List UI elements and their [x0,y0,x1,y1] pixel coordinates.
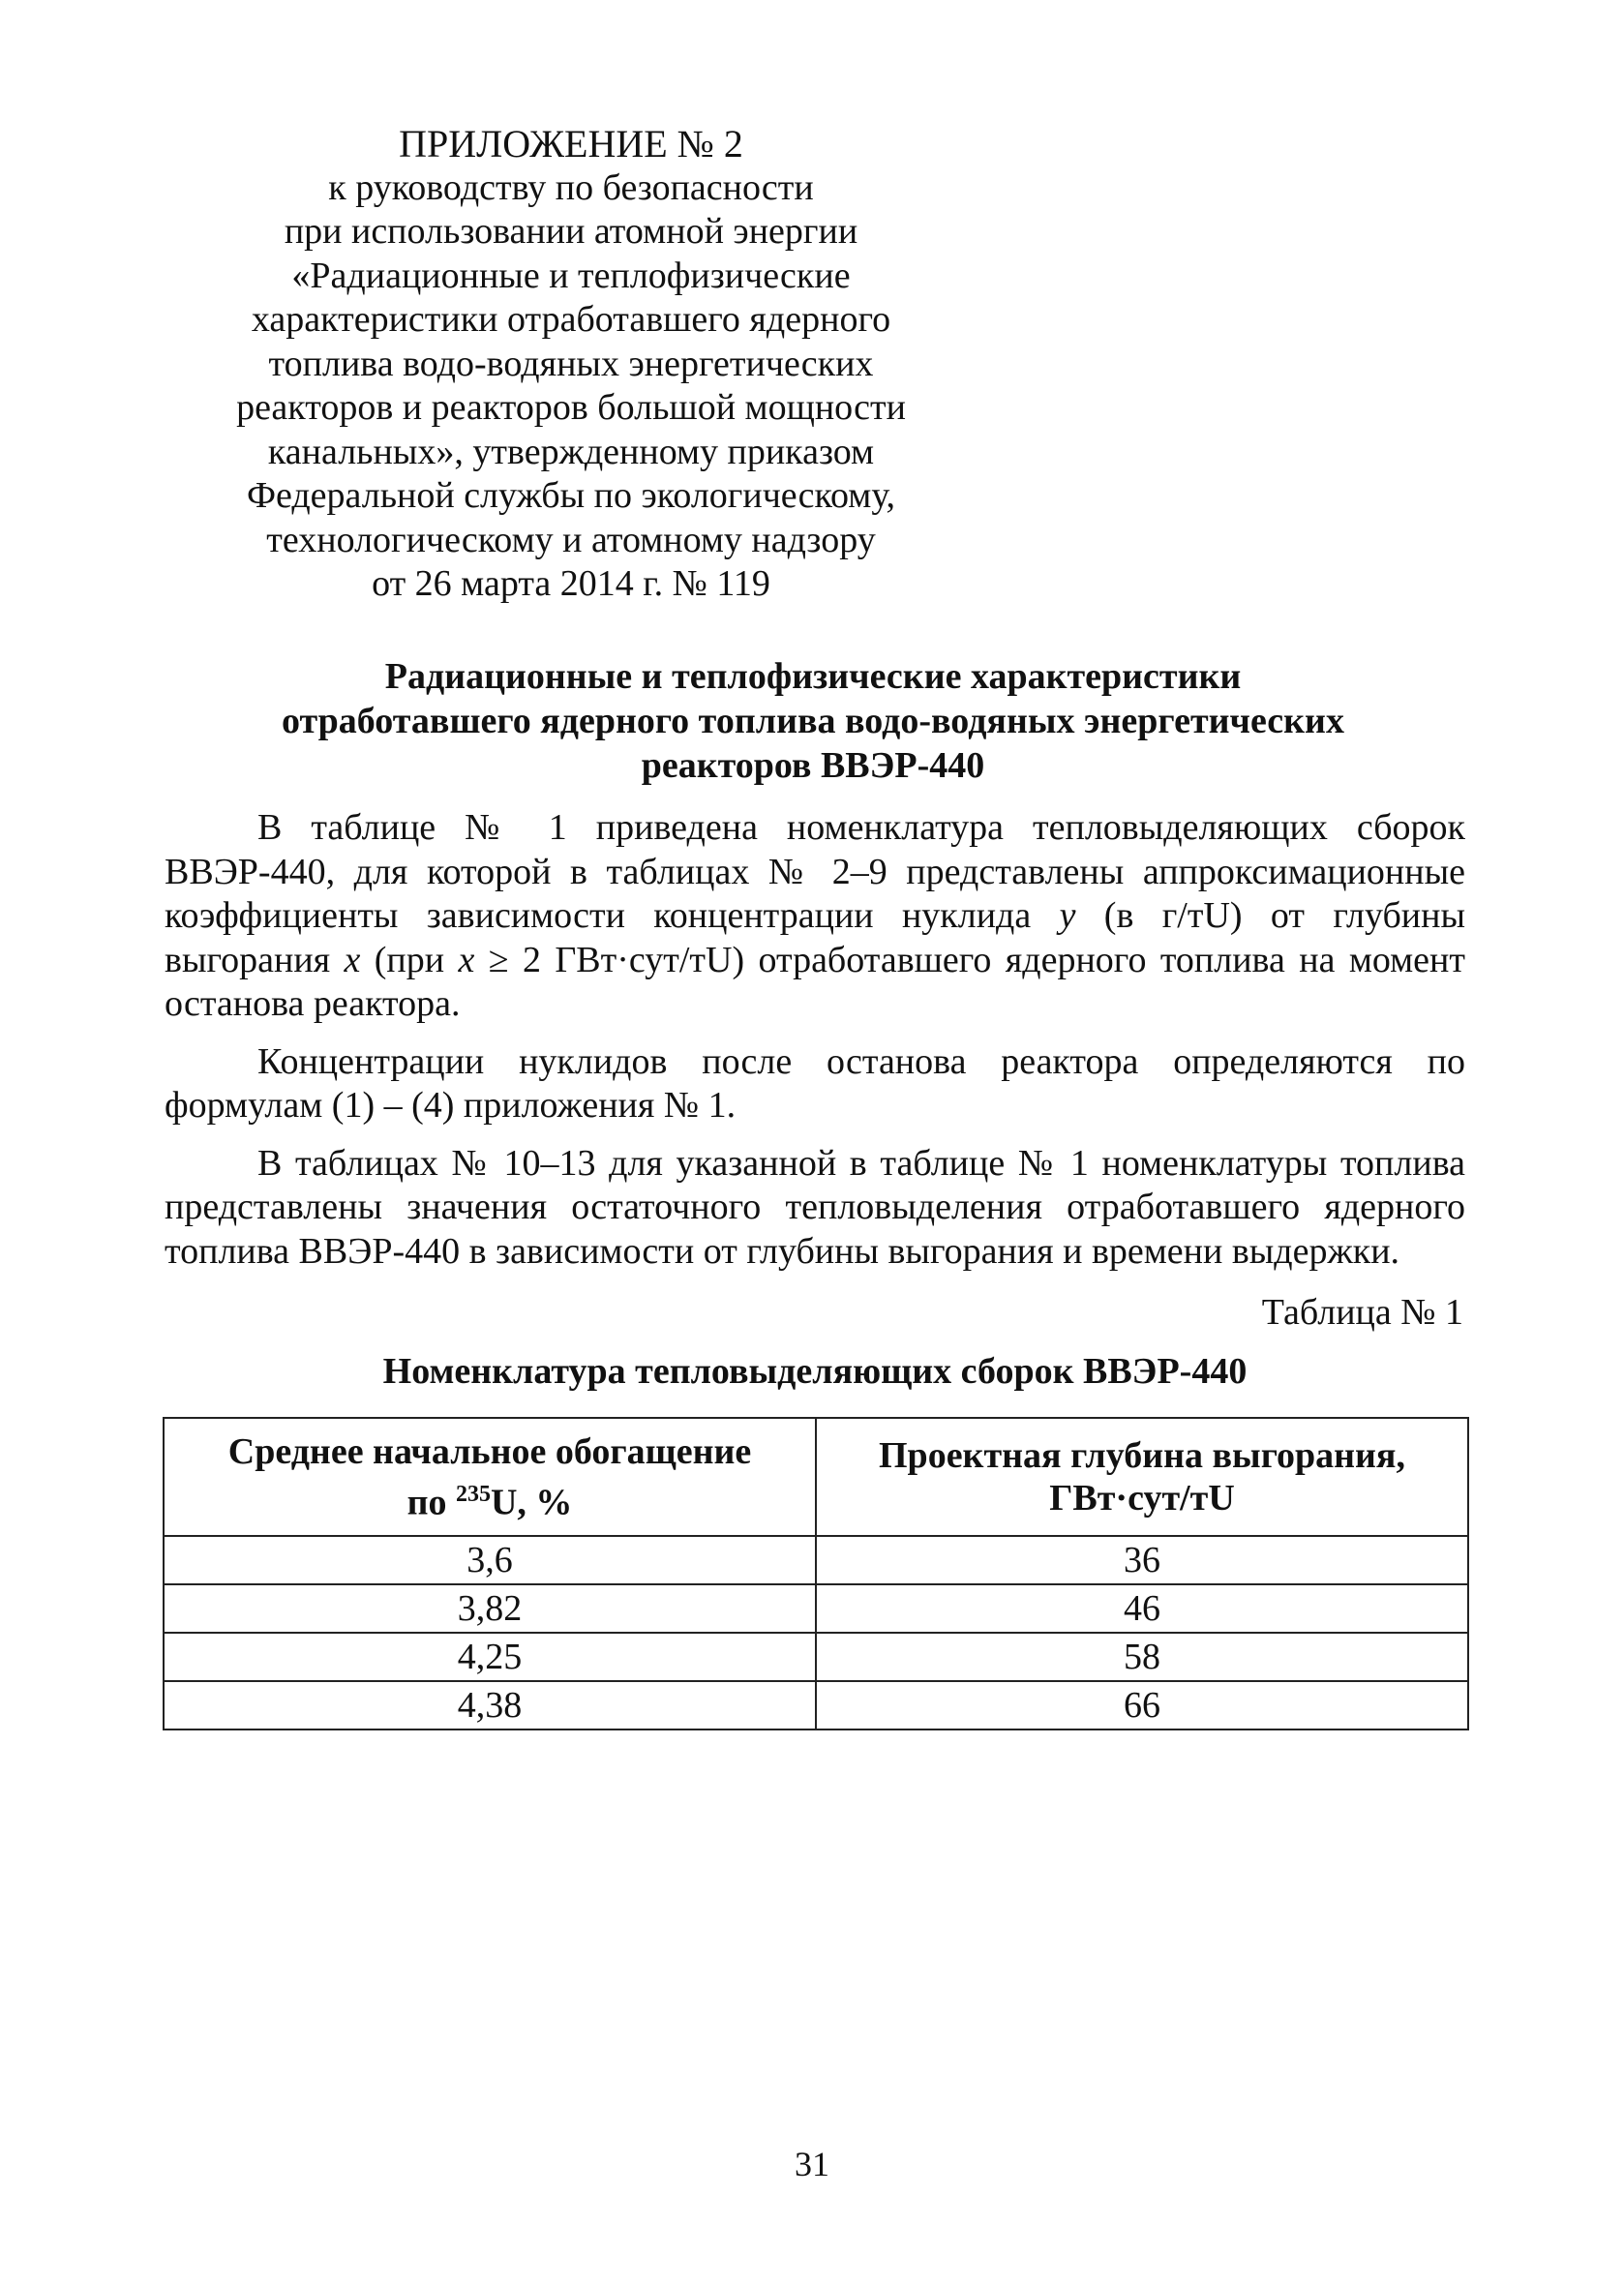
header-burnup [816,1418,1468,1536]
table-title: Номенклатура тепловыделяющих сборок ВВЭР-440 [382,1351,1248,1392]
appendix-line: от 26 марта 2014 г. № 119 [372,563,770,604]
cell-burnup: 58 [816,1633,1468,1681]
title-line: Радиационные и теплофизические характеристики [384,656,1242,697]
header-burnup-line2: ГВт·сут/тU [1049,1478,1235,1519]
paragraph-1-text-a: В таблице № 1 приведена номенклатура тепловыделяющих сборок ВВЭР-440, для которой в таблицах № 2–9 представлены аппроксимационные коэффициенты зависимости концентрации нуклида [165,807,1465,936]
cell-enrichment: 4,38 [164,1681,816,1730]
variable-x: x [344,939,361,980]
appendix-header [135,122,1007,607]
header-burnup-line1: Проектная глубина выгорания, [879,1435,1405,1476]
header-enrichment-line1: Среднее начальное обогащение [227,1430,752,1472]
appendix-line: при использовании атомной энергии [284,211,858,252]
header-enrichment [164,1418,816,1536]
nomenclature-table [163,1417,1469,1730]
table-row [164,1584,1468,1633]
appendix-line: реакторов и реакторов большой мощности [236,387,906,428]
cell-enrichment: 3,82 [164,1584,816,1633]
table-row [164,1633,1468,1681]
appendix-line: ПРИЛОЖЕНИЕ № 2 [399,122,743,165]
paragraph-2: Концентрации нуклидов после останова реактора определяются по формулам (1) – (4) приложения № 1. [165,1040,1465,1126]
cell-enrichment: 4,25 [164,1633,816,1681]
title-line: отработавшего ядерного топлива водо-водяных энергетических [282,701,1344,741]
cell-burnup: 36 [816,1536,1468,1584]
header-enrichment-line2: по $^{235}$U, % [406,1481,573,1523]
appendix-line: «Радиационные и теплофизические [291,255,851,296]
paragraph-3: В таблицах № 10–13 для указанной в таблице № 1 номенклатуры топлива представлены значения остаточного тепловыделения отработавшего ядерного топлива ВВЭР-440 в зависимости от глубины выгорания и времени выдержки. [165,1142,1465,1272]
document-title [174,654,1452,788]
table-header-row [164,1418,1468,1536]
appendix-line: топлива водо-водяных энергетических [268,343,874,384]
table-row [164,1536,1468,1584]
appendix-line: технологическому и атомному надзору [266,519,876,560]
table-caption: Таблица № 1 [1261,1292,1463,1333]
appendix-line: канальных», утвержденному приказом [267,431,875,472]
appendix-line: характеристики отработавшего ядерного [251,299,891,340]
title-line: реакторов ВВЭР-440 [641,745,985,786]
appendix-line: Федеральной службы по экологическому, [246,475,896,516]
paragraph-1-text-b: (в г/тU) от глубины выгорания [165,895,1465,980]
cell-burnup: 46 [816,1584,1468,1633]
variable-x: x [458,939,475,980]
paragraph-1-text-d: ≥ 2 ГВт·сут/тU) отработавшего ядерного топлива на момент останова реактора. [165,939,1465,1024]
appendix-line: к руководству по безопасности [328,166,814,208]
page-number: 31 [795,2145,829,2183]
variable-y: y [1059,895,1076,936]
isotope-superscript: 235 [455,1481,491,1507]
cell-burnup: 66 [816,1681,1468,1730]
paragraph-1 [165,806,1465,1027]
body-text [165,806,1465,1287]
paragraph-1-text-c: (при [360,939,459,980]
cell-enrichment: 3,6 [164,1536,816,1584]
table-row [164,1681,1468,1730]
